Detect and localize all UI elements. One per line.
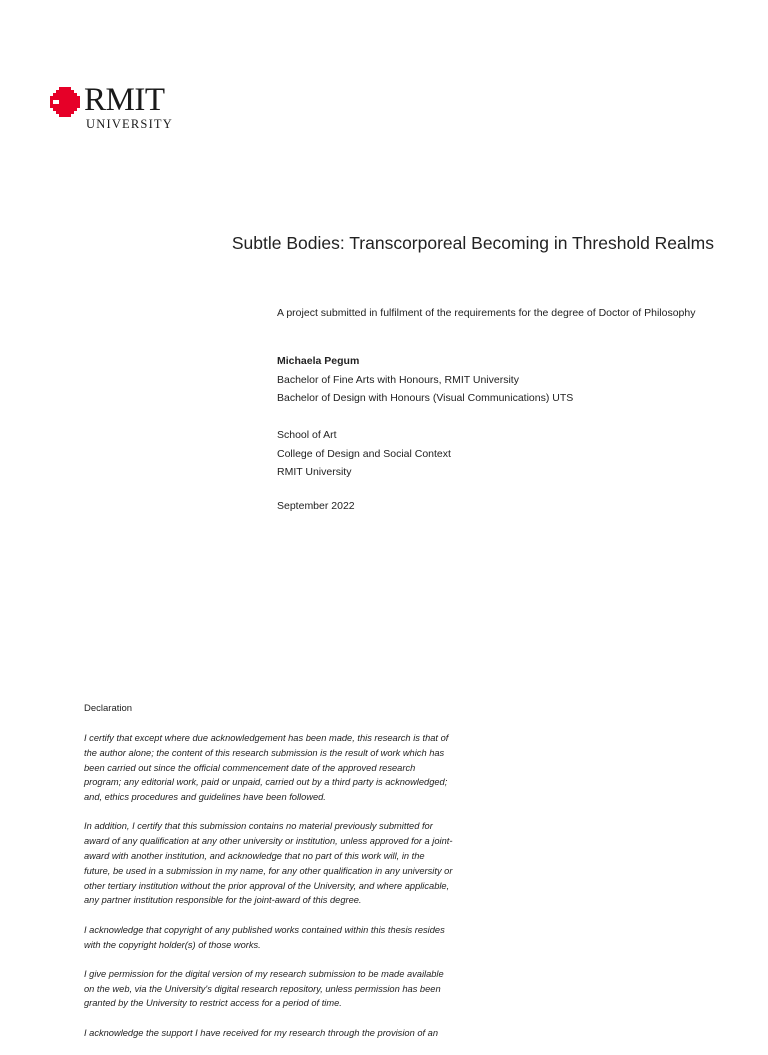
- logo-subtitle: UNIVERSITY: [86, 117, 173, 131]
- declaration-body: [84, 731, 504, 1055]
- school-line: College of Design and Social Context: [277, 447, 451, 460]
- rmit-pixel-mark-icon: [50, 87, 80, 117]
- school-block: [277, 426, 451, 482]
- author-block: [277, 352, 573, 408]
- author-degree: Bachelor of Fine Arts with Honours, RMIT University: [277, 373, 519, 386]
- school-line: School of Art: [277, 429, 337, 441]
- declaration-heading: Declaration: [84, 703, 133, 714]
- declaration-paragraph: I acknowledge that copyright of any published works contained within this thesis resides with the copyright holder(s) of those works.: [84, 924, 445, 950]
- declaration-paragraph: In addition, I certify that this submission contains no material previously submitted for award of any qualification at any other university or institution, unless approved for a joint- award with another institution, and acknowledge that no part of this work will, in the future, be used in a submission in my name, for any other qualification in any university or other tertiary institution without the prior approval of the University, and where applicable, any partner institution responsible for the joint-award of this degree.: [84, 821, 453, 906]
- submission-statement: A project submitted in fulfilment of the requirements for the degree of Doctor of Philosophy: [277, 307, 696, 319]
- declaration-paragraph: I give permission for the digital version of my research submission to be made available on the web, via the University's digital research repository, unless permission has been granted by the University to restrict access for a period of time.: [84, 968, 444, 1009]
- thesis-title: Subtle Bodies: Transcorporeal Becoming in Threshold Realms: [231, 233, 714, 253]
- declaration-paragraph: I acknowledge the support I have received for my research through the provision of an: [84, 1027, 438, 1038]
- author-name: Michaela Pegum: [277, 355, 360, 367]
- logo-wordmark: RMIT: [84, 82, 165, 118]
- rmit-logo: [50, 84, 190, 134]
- submission-date: September 2022: [277, 500, 355, 512]
- school-line: RMIT University: [277, 466, 352, 478]
- declaration-paragraph: I certify that except where due acknowledgement has been made, this research is that of the author alone; the content of this research submission is the result of work which has been carried out since the official commencement date of the approved research program; any editorial work, paid or unpaid, carried out by a third party is acknowledged; and, ethics procedures and guidelines have been followed.: [84, 733, 449, 803]
- author-degree: Bachelor of Design with Honours (Visual Communications) UTS: [277, 392, 574, 404]
